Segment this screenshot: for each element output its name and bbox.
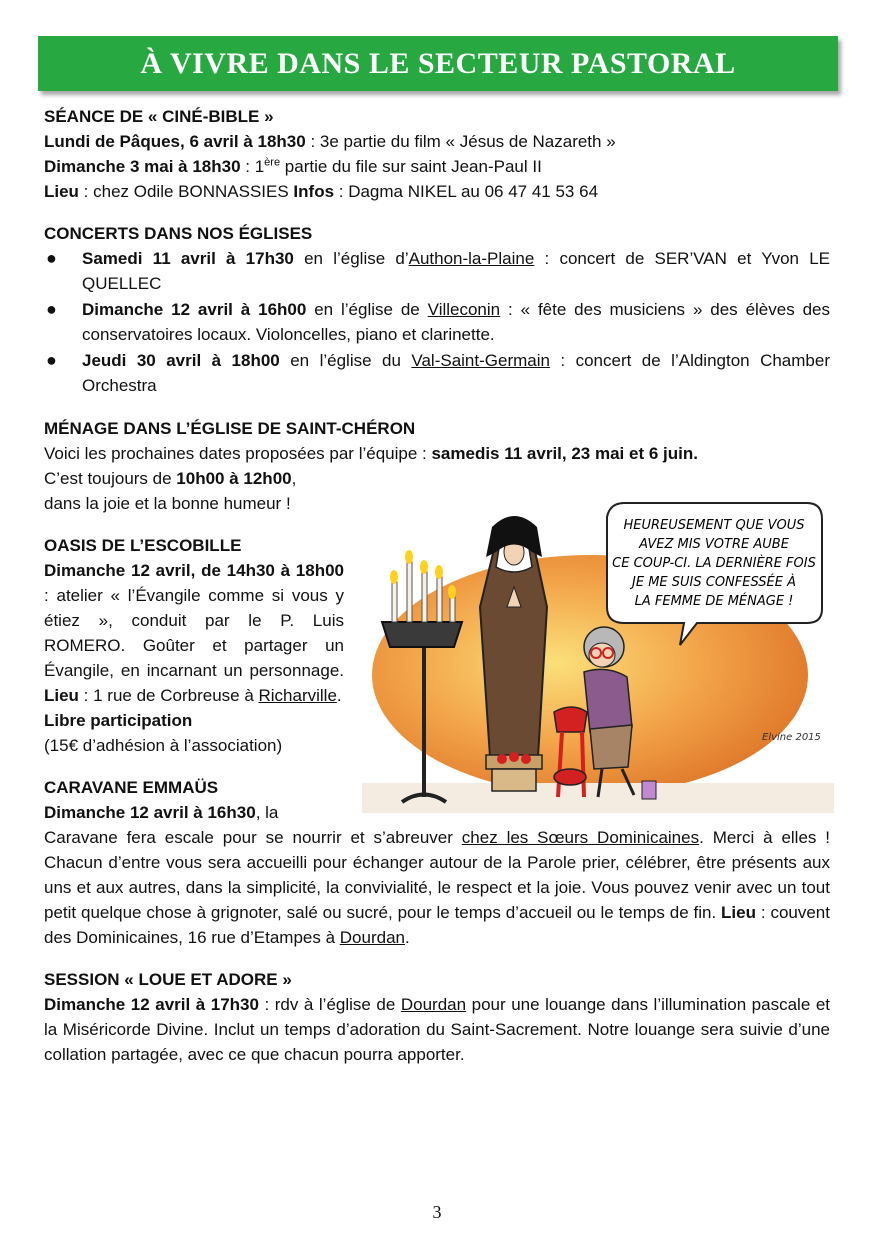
- oasis-lieu-label: Lieu: [44, 686, 79, 705]
- session-place: Dourdan: [400, 995, 467, 1014]
- list-item: [44, 297, 830, 347]
- cine-superscript: ère: [264, 156, 281, 169]
- menage-text: ,: [291, 469, 297, 488]
- oasis-adhesion: (15€ d’adhésion à l’association): [44, 736, 283, 755]
- caravane-text: . Merci à elles ! Chacun d’entre vous sera accueilli pour échanger autour de la Parole prier, célébrer, être présents aux uns et aux autres, dans la simplicité, la convivialité, le respect et la joie. Vous pouvez venir avec un tout petit quelque chose à grignoter, salé ou sucré, pour le temps d’accueil ou le temps de fin.: [44, 828, 830, 922]
- caravane-text: .: [404, 928, 410, 947]
- session-text: : rdv à l’église de: [258, 995, 401, 1014]
- cartoon-svg: [362, 497, 834, 813]
- caravane-lieu-label: Lieu: [721, 903, 756, 922]
- cine-infos-label: Infos: [293, 182, 335, 201]
- cartoon-signature: Elvine 2015: [762, 732, 821, 743]
- bullet-icon: ●: [46, 299, 57, 319]
- caravane-body: [44, 825, 830, 950]
- caravane-place: Dourdan: [339, 928, 405, 947]
- section-title: MÉNAGE DANS L’ÉGLISE DE SAINT-CHÉRON: [44, 419, 416, 438]
- concert-date: Samedi 11 avril à 17h30: [82, 249, 294, 268]
- caravane-place: chez les Sœurs Dominicaines: [461, 828, 700, 847]
- bullet-icon: ●: [46, 248, 57, 268]
- menage-line-3: dans la joie et la bonne humeur !: [44, 494, 291, 513]
- oasis-body: [44, 558, 344, 708]
- concert-list: [44, 246, 830, 398]
- section-concerts: [44, 221, 830, 398]
- menage-text: C’est toujours de: [44, 469, 177, 488]
- oasis-text: : atelier « l’Évangile comme si vous y étiez », conduit par le P. Luis ROMERO. Goûter et partager un Évangile, en incarnant un personnage.: [44, 586, 344, 680]
- cine-date-1: Lundi de Pâques, 6 avril à 18h30: [44, 132, 306, 151]
- concert-date: Jeudi 30 avril à 18h00: [82, 351, 280, 370]
- menage-text: Voici les prochaines dates proposées par l’équipe :: [44, 444, 432, 463]
- oasis-text: .: [336, 686, 342, 705]
- cartoon-illustration: [362, 497, 834, 813]
- concert-place: Villeconin: [427, 300, 501, 319]
- bullet-icon: ●: [46, 350, 57, 370]
- caravane-text: Caravane fera escale pour se nourrir et s’abreuver: [44, 828, 462, 847]
- cine-lieu-label: Lieu: [44, 182, 79, 201]
- banner-title: À VIVRE DANS LE SECTEUR PASTORAL: [140, 46, 736, 80]
- list-item: [44, 348, 830, 398]
- oasis-date: Dimanche 12 avril, de 14h30 à 18h00: [44, 561, 344, 580]
- concert-text: : concert de l’Aldington Chamber Orchestra: [82, 351, 830, 395]
- bubble-line-4: JE ME SUIS CONFESSÉE À: [632, 575, 796, 590]
- section-title: SÉANCE DE « CINÉ-BIBLE »: [44, 107, 274, 126]
- concert-date: Dimanche 12 avril à 16h00: [82, 300, 307, 319]
- page-number: 3: [432, 1202, 442, 1222]
- caravane-date: Dimanche 12 avril à 16h30: [44, 803, 256, 822]
- cine-text-2a: : 1: [240, 157, 265, 176]
- oasis-place: Richarville: [258, 686, 337, 705]
- cine-line-3: [44, 179, 830, 204]
- concert-text: : concert de SER’VAN et Yvon LE QUELLEC: [82, 249, 831, 293]
- section-title: CARAVANE EMMAÜS: [44, 778, 219, 797]
- bubble-line-5: LA FEMME DE MÉNAGE !: [634, 594, 794, 609]
- bubble-line-3: CE COUP-CI. LA DERNIÈRE FOIS: [612, 556, 816, 571]
- menage-hours: 10h00 à 12h00: [176, 469, 292, 488]
- cine-lieu-text: : chez Odile BONNASSIES: [78, 182, 294, 201]
- menage-line-2: [44, 466, 830, 491]
- menage-line-1: [44, 441, 830, 466]
- list-item: [44, 246, 830, 296]
- concert-place: Val-Saint-Germain: [411, 351, 550, 370]
- cine-text-1: : 3e partie du film « Jésus de Nazareth »: [305, 132, 616, 151]
- caravane-text: , la: [255, 803, 279, 822]
- oasis-text: : 1 rue de Corbreuse à: [78, 686, 259, 705]
- menage-dates: samedis 11 avril, 23 mai et 6 juin.: [431, 444, 698, 463]
- concert-place: Authon-la-Plaine: [408, 249, 535, 268]
- caravane-first-line: [44, 800, 344, 825]
- session-date: Dimanche 12 avril à 17h30: [44, 995, 259, 1014]
- section-cine-bible: [44, 104, 830, 204]
- cine-line-2: [44, 154, 830, 179]
- cine-text-2b: partie du file sur saint Jean-Paul II: [280, 157, 542, 176]
- bubble-line-1: HEUREUSEMENT QUE VOUS: [623, 518, 805, 533]
- section-title: SESSION « LOUE ET ADORE »: [44, 970, 292, 989]
- section-title: OASIS DE L’ESCOBILLE: [44, 536, 242, 555]
- session-body: [44, 992, 830, 1067]
- page-banner: [38, 36, 838, 91]
- section-session: [44, 967, 830, 1067]
- cine-date-2: Dimanche 3 mai à 18h30: [44, 157, 241, 176]
- bubble-line-2: AVEZ MIS VOTRE AUBE: [639, 537, 789, 552]
- caravane-text: : couvent des Dominicaines, 16 rue d’Etampes à: [44, 903, 830, 947]
- concert-text: en l’église de: [306, 300, 428, 319]
- cine-infos-text: : Dagma NIKEL au 06 47 41 53 64: [334, 182, 599, 201]
- concert-text: en l’église du: [279, 351, 412, 370]
- concert-text: : « fête des musiciens » des élèves des conservatoires locaux. Violoncelles, piano et clarinette.: [82, 300, 830, 344]
- oasis-libre-label: Libre participation: [44, 711, 193, 730]
- session-text: pour une louange dans l’illumination pascale et la Miséricorde Divine. Inclut un temps d’adoration du Saint-Sacrement. Notre louange sera suivie d’une collation partagée, avec ce que chacun pourra apporter.: [44, 995, 831, 1064]
- speech-bubble: [607, 503, 822, 645]
- section-title: CONCERTS DANS NOS ÉGLISES: [44, 224, 313, 243]
- cine-line-1: [44, 129, 830, 154]
- nun-figure-icon: [480, 516, 547, 791]
- concert-text: en l’église d’: [293, 249, 409, 268]
